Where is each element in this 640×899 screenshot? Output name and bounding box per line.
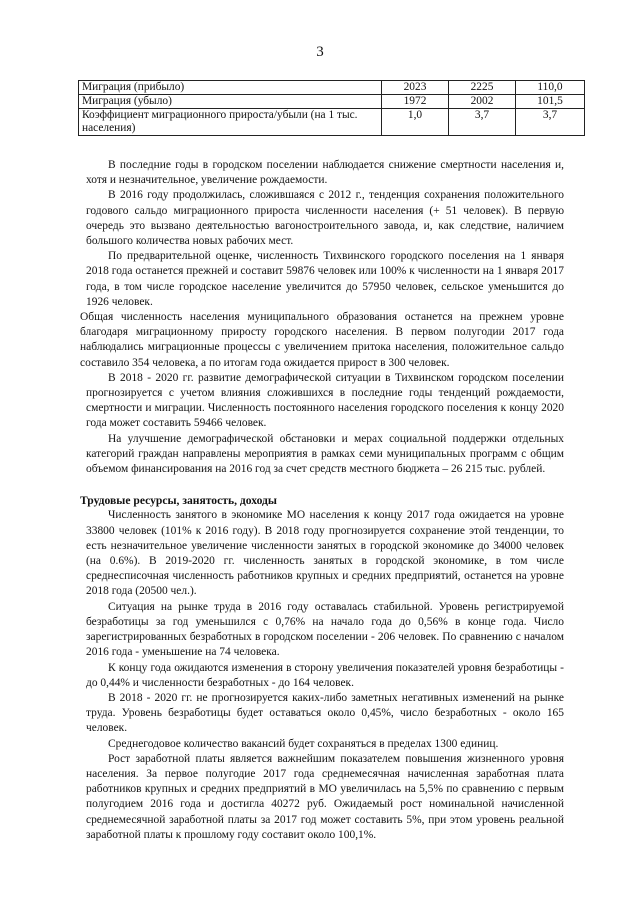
paragraph: В последние годы в городском поселении наблюдается снижение смертности населения и, хотя и незначительное, увеличение рождаемости. (86, 159, 564, 187)
row-label: Миграция (убыло) (79, 95, 382, 109)
cell-value: 3,7 (449, 109, 516, 136)
cell-value: 2225 (449, 81, 516, 95)
cell-value: 2023 (382, 81, 449, 95)
cell-value: 1,0 (382, 109, 449, 136)
cell-value: 101,5 (516, 95, 585, 109)
cell-value: 2002 (449, 95, 516, 109)
table-row (79, 95, 585, 109)
document-body (80, 158, 564, 843)
paragraph: К концу года ожидаются изменения в сторону увеличения показателей уровня безработицы - до 0,44% и численности безработных - до 164 человек. (86, 661, 564, 689)
paragraph: В 2018 - 2020 гг. развитие демографической ситуации в Тихвинском городском поселении прогнозируется с учетом влияния сложившихся в последние годы тенденций рождаемости, смертности и миграции. Численность постоянного населения городского поселения к концу 2020 года может составить 59466 человек. (86, 371, 564, 430)
paragraph: В 2018 - 2020 гг. не прогнозируется каких-либо заметных негативных изменений на рынке труда. Уровень безработицы будет оставаться около 0,45%, число безработных - около 165 человек. (86, 691, 564, 735)
paragraph: Среднегодовое количество вакансий будет сохраняться в пределах 1300 единиц. (108, 737, 499, 750)
paragraph: Рост заработной платы является важнейшим показателем повышения жизненного уровня населения. За первое полугодие 2017 года среднемесячная начисленная заработная плата работников крупных и средних предприятий в МО увеличилась на 5,5% по сравнению с первым полугодием 2016 года и достигла 40272 руб. Ожидаемый рост номинальной начисленной среднемесячной заработной платы за 2017 год может составить 5%, при этом уровень реальной заработной платы к прошлому году составит около 100,1%. (86, 752, 564, 841)
paragraph: По предварительной оценке, численность Тихвинского городского поселения на 1 января 2018 года останется прежней и составит 59876 человек или 100% к численности на 1 января 2017 года, в том числе городское население увеличится до 57950 человек, сельское уменьшится до 1926 человек. (86, 250, 564, 308)
row-label: Миграция (прибыло) (79, 81, 382, 95)
paragraph: Численность занятого в экономике МО населения к концу 2017 года ожидается на уровне 33800 человек (101% к 2016 году). В 2018 году прогнозируется сохранение этой тенденции, то есть незначительное увеличение численности занятых в городской экономике до 34000 человек (на 0.6%). В 2019-2020 гг. численность занятых в городской экономике, в том числе среднесписочная численность работников крупных и средних предприятий, останется на уровне 2018 года (20500 чел.). (86, 509, 564, 598)
section-gap (86, 477, 564, 493)
paragraph: Общая численность населения муниципального образования останется на прежнем уровне благодаря миграционному приросту городского населения. В первом полугодии 2017 года наблюдались миграционные процессы с увеличением притока населения, положительное сальдо составило 354 человека, а по итогам года ожидается прирост в 300 человек. (80, 311, 564, 369)
table-row (79, 81, 585, 95)
cell-value: 3,7 (516, 109, 585, 136)
section-title: Трудовые ресурсы, занятость, доходы (80, 494, 277, 508)
table-row (79, 109, 585, 136)
cell-value: 1972 (382, 95, 449, 109)
page-number: 3 (316, 44, 324, 60)
paragraph: На улучшение демографической обстановки и мерах социальной поддержки отдельных категорий граждан направлены мероприятия в рамках семи муниципальных программ с общим объемом финансирования на 2016 год за счет средств местного бюджета – 26 215 тыс. рублей. (86, 432, 564, 476)
paragraph: Ситуация на рынке труда в 2016 году оставалась стабильной. Уровень регистрируемой безработицы за год уменьшился с 0,76% на начало года до 0,56% в конце года. Число зарегистрированных безработных в городском поселении - 206 человек. По сравнению с началом 2016 года - уменьшение на 74 человека. (86, 600, 564, 659)
paragraph: В 2016 году продолжилась, сложившаяся с 2012 г., тенденция сохранения положительного годового сальдо миграционного прироста численности населения (+ 51 человек). В первую очередь это вызвано деятельностью вагоностроительного завода, и, как следствие, наличием большого количества новых рабочих мест. (86, 189, 564, 248)
migration-table (78, 80, 585, 136)
cell-value: 110,0 (516, 81, 585, 95)
row-label: Коэффициент миграционного прироста/убыли (на 1 тыс. населения) (79, 109, 382, 136)
